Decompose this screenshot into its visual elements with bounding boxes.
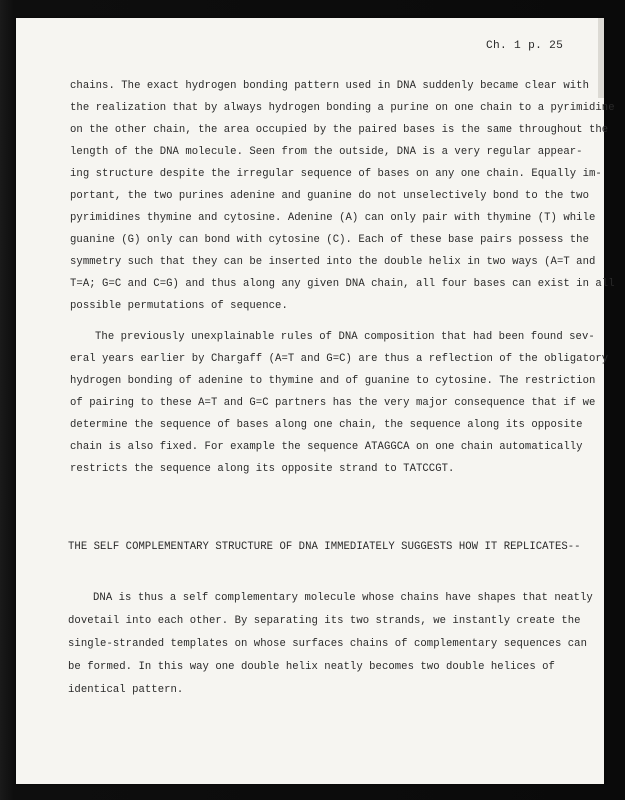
paragraph-line: The previously unexplainable rules of DNA composition that had been found sev- — [95, 331, 595, 343]
typed-manuscript-page — [16, 18, 615, 784]
page-header: Ch. 1 p. 25 — [486, 40, 564, 52]
paragraph-line: T=A; G=C and C=G) and thus along any given DNA chain, all four bases can exist in all — [70, 278, 615, 290]
paragraph-line: possible permutations of sequence. — [70, 300, 288, 312]
paragraph-line: eral years earlier by Chargaff (A=T and G=C) are thus a reflection of the obligatory — [70, 353, 609, 365]
paragraph-line: of pairing to these A=T and G=C partners has the very major consequence that if we — [70, 397, 596, 409]
paragraph-line: the realization that by always hydrogen bonding a purine on one chain to a pyrimidine — [70, 102, 615, 114]
page-edge — [598, 18, 604, 98]
paragraph-line: be formed. In this way one double helix neatly becomes two double helices of — [68, 661, 555, 673]
section-heading: THE SELF COMPLEMENTARY STRUCTURE OF DNA IMMEDIATELY SUGGESTS HOW IT REPLICATES-- — [68, 541, 581, 553]
paragraph-line: chain is also fixed. For example the sequence ATAGGCA on one chain automatically — [70, 441, 583, 453]
paragraph-line: symmetry such that they can be inserted into the double helix in two ways (A=T and — [70, 256, 596, 268]
paragraph-line: dovetail into each other. By separating its two strands, we instantly create the — [68, 615, 581, 627]
paragraph-line: portant, the two purines adenine and guanine do not unselectively bond to the two — [70, 190, 589, 202]
paragraph-line: ing structure despite the irregular sequence of bases on any one chain. Equally im- — [70, 168, 602, 180]
paragraph-line: length of the DNA molecule. Seen from the outside, DNA is a very regular appear- — [70, 146, 583, 158]
paragraph-line: hydrogen bonding of adenine to thymine and of guanine to cytosine. The restriction — [70, 375, 596, 387]
paragraph-line: on the other chain, the area occupied by the paired bases is the same throughout the — [70, 124, 609, 136]
paragraph-line: DNA is thus a self complementary molecule whose chains have shapes that neatly — [93, 592, 593, 604]
paragraph-line: restricts the sequence along its opposite strand to TATCCGT. — [70, 463, 455, 475]
paragraph-line: single-stranded templates on whose surfaces chains of complementary sequences can — [68, 638, 587, 650]
paragraph-line: chains. The exact hydrogen bonding pattern used in DNA suddenly became clear with — [70, 80, 589, 92]
paragraph-line: determine the sequence of bases along one chain, the sequence along its opposite — [70, 419, 583, 431]
paragraph-line: pyrimidines thymine and cytosine. Adenine (A) can only pair with thymine (T) while — [70, 212, 596, 224]
paragraph-line: guanine (G) only can bond with cytosine (C). Each of these base pairs possess the — [70, 234, 589, 246]
paragraph-line: identical pattern. — [68, 684, 184, 696]
